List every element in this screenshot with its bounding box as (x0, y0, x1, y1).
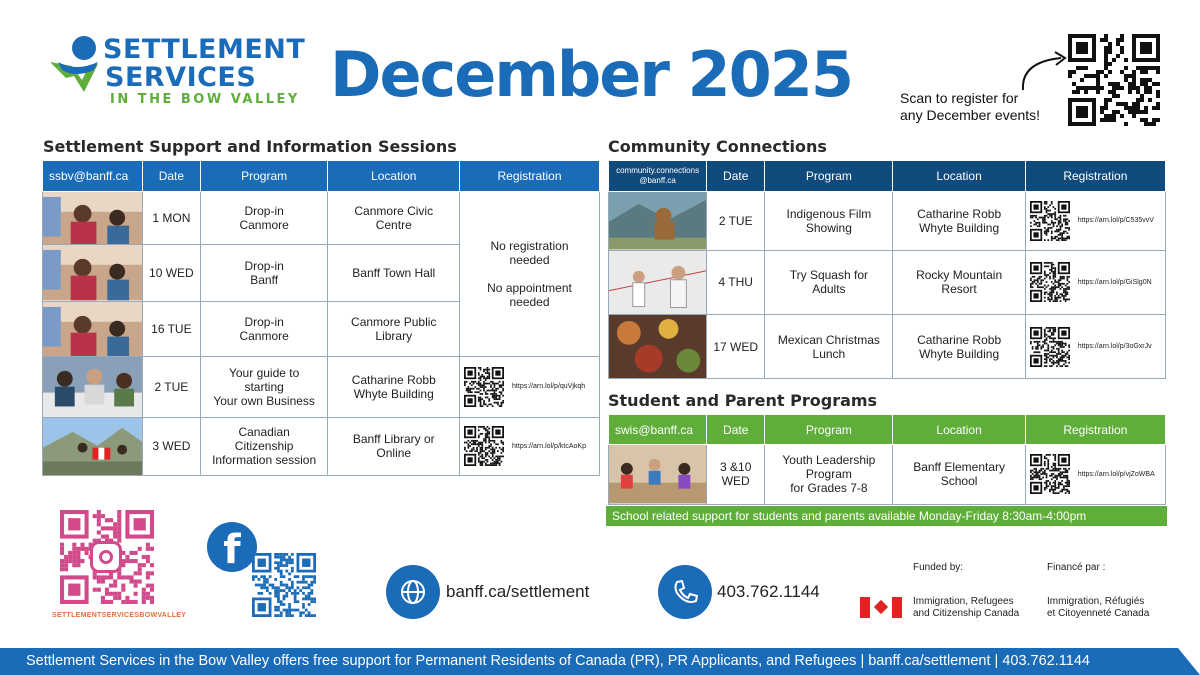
instagram-icon (90, 541, 122, 573)
facebook-icon[interactable]: f (207, 522, 257, 572)
event-date: 2 TUE (707, 192, 765, 251)
program-location: Banff Elementary School (893, 445, 1025, 505)
column-header-registration: Registration (1025, 415, 1165, 445)
page-title: December 2025 (330, 38, 853, 111)
scan-caption: Scan to register for any December events! (900, 90, 1041, 123)
table-row (609, 192, 1166, 251)
session-location: Banff Town Hall (328, 245, 460, 301)
community-section-title: Community Connections (608, 137, 827, 156)
globe-icon (386, 565, 440, 619)
registration-cell (460, 357, 600, 417)
student-email[interactable]: swis@banff.ca (609, 415, 707, 445)
instagram-handle[interactable]: SETTLEMENTSERVICESBOWVALLEY (52, 612, 187, 619)
canada-flag-icon (860, 597, 902, 618)
logo-line2: SERVICES (105, 62, 257, 93)
event-photo (609, 314, 707, 378)
registration-link[interactable]: https://arn.lol/p/vjZoWBA (1077, 470, 1155, 478)
settlement-section-title: Settlement Support and Information Sessions (43, 137, 457, 156)
column-header-registration: Registration (1025, 161, 1165, 192)
column-header-program: Program (765, 161, 893, 192)
column-header-program: Program (200, 161, 328, 192)
qr-code-icon[interactable] (464, 367, 504, 407)
registration-link[interactable]: https://arn.lol/p/ktcAoKp (512, 442, 586, 450)
session-location: Canmore Public Library (328, 301, 460, 356)
ircc-name-fr: Immigration, Réfugiés et Citoyenneté Canada (1047, 596, 1150, 619)
qr-code-icon[interactable] (1030, 201, 1070, 241)
session-date: 16 TUE (142, 301, 200, 356)
event-photo (609, 192, 707, 251)
session-location: Canmore Civic Centre (328, 192, 460, 245)
community-table (608, 160, 1166, 379)
column-header-location: Location (893, 161, 1025, 192)
session-date: 10 WED (142, 245, 200, 301)
program-photo (609, 445, 707, 505)
event-program: Try Squash for Adults (765, 250, 893, 314)
program-date: 3 &10 WED (707, 445, 765, 505)
registration-link[interactable]: https://arn.lol/p/C535vvV (1077, 217, 1154, 225)
qr-code-icon[interactable] (1030, 327, 1070, 367)
event-location: Catharine Robb Whyte Building (893, 192, 1025, 251)
school-support-note: School related support for students and parents available Monday-Friday 8:30am-4:00pm (606, 506, 1167, 526)
qr-code-icon[interactable] (1030, 262, 1070, 302)
registration-cell (1025, 445, 1165, 505)
qr-code-icon[interactable] (1068, 34, 1160, 126)
qr-code-icon[interactable] (1030, 454, 1070, 494)
table-row (609, 314, 1166, 378)
registration-link[interactable]: https://arn.lol/p/3oGxrJv (1077, 343, 1152, 351)
event-date: 17 WED (707, 314, 765, 378)
event-location: Rocky Mountain Resort (893, 250, 1025, 314)
logo-line3: IN THE BOW VALLEY (110, 92, 300, 107)
session-date: 1 MON (142, 192, 200, 245)
settlement-email[interactable]: ssbv@banff.ca (43, 161, 143, 192)
table-row (609, 250, 1166, 314)
table-row (43, 417, 600, 475)
session-photo (43, 245, 143, 301)
event-program: Mexican Christmas Lunch (765, 314, 893, 378)
registration-link[interactable]: https://arn.lol/p/quVjkqh (512, 383, 586, 391)
table-row (43, 192, 600, 245)
session-program: Drop-in Canmore (200, 192, 328, 245)
table-row (609, 445, 1166, 505)
session-photo (43, 192, 143, 245)
settlement-table (42, 160, 600, 476)
table-row (43, 357, 600, 417)
funded-by-fr-label: Financé par : (1047, 562, 1106, 573)
column-header-date: Date (707, 161, 765, 192)
community-email[interactable]: community.connections @banff.ca (609, 161, 707, 192)
bottom-banner: Settlement Services in the Bow Valley offers free support for Permanent Residents of Canada (PR), PR Applicants, and Refugees | banff.ca/settlement | 403.762.1144 (0, 648, 1200, 675)
student-table (608, 414, 1166, 505)
session-program: Canadian Citizenship Information session (200, 417, 328, 475)
session-photo (43, 417, 143, 475)
event-photo (609, 250, 707, 314)
column-header-date: Date (707, 415, 765, 445)
logo-icon (48, 32, 104, 102)
event-program: Indigenous Film Showing (765, 192, 893, 251)
logo (48, 32, 306, 110)
funded-by-label: Funded by: (913, 562, 964, 573)
session-date: 2 TUE (142, 357, 200, 417)
program-name: Youth Leadership Program for Grades 7-8 (765, 445, 893, 505)
facebook-qr-code-icon[interactable] (252, 553, 316, 617)
session-photo (43, 357, 143, 417)
student-section-title: Student and Parent Programs (608, 391, 878, 410)
registration-cell (1025, 314, 1165, 378)
no-registration-note: No registration needed No appointment needed (460, 192, 600, 357)
ircc-name-en: Immigration, Refugees and Citizenship Canada (913, 596, 1020, 619)
session-program: Drop-in Banff (200, 245, 328, 301)
session-location: Banff Library or Online (328, 417, 460, 475)
event-date: 4 THU (707, 250, 765, 314)
registration-cell (460, 417, 600, 475)
event-location: Catharine Robb Whyte Building (893, 314, 1025, 378)
session-program: Drop-in Canmore (200, 301, 328, 356)
session-location: Catharine Robb Whyte Building (328, 357, 460, 417)
column-header-date: Date (142, 161, 200, 192)
registration-cell (1025, 250, 1165, 314)
registration-cell (1025, 192, 1165, 251)
session-date: 3 WED (142, 417, 200, 475)
column-header-location: Location (328, 161, 460, 192)
column-header-registration: Registration (460, 161, 600, 192)
session-photo (43, 301, 143, 356)
arrow-icon (1015, 48, 1075, 93)
registration-link[interactable]: https://arn.lol/p/GiSlg0N (1077, 278, 1152, 286)
logo-line1: SETTLEMENT (103, 34, 306, 65)
phone-number[interactable]: 403.762.1144 (717, 582, 820, 601)
column-header-location: Location (893, 415, 1025, 445)
session-program: Your guide to starting Your own Business (200, 357, 328, 417)
qr-code-icon[interactable] (464, 426, 504, 466)
phone-icon (658, 565, 712, 619)
column-header-program: Program (765, 415, 893, 445)
website-link[interactable]: banff.ca/settlement (446, 582, 590, 601)
